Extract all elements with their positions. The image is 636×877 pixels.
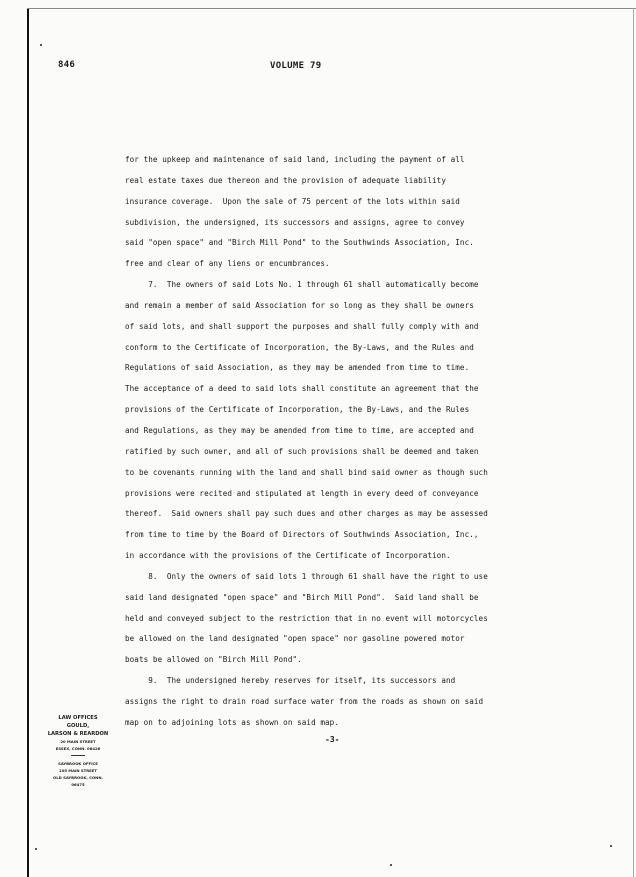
scan-speck	[610, 845, 612, 847]
law-office-line: OLD SAYBROOK, CONN.	[53, 775, 103, 780]
law-office-stamp	[38, 714, 118, 788]
page-number: 846	[58, 60, 76, 70]
law-office-line: LARSON & REARDON	[47, 731, 109, 737]
body-line: to be covenants running with the land and shall bind said owner as though such	[125, 467, 488, 477]
scan-speck	[390, 864, 392, 866]
law-office-line: ESSEX, CONN. 06426	[55, 746, 101, 751]
body-line: subdivision, the undersigned, its successors and assigns, agree to convey	[125, 217, 465, 227]
body-line: ratified by such owner, and all of such provisions shall be deemed and taken	[125, 446, 479, 456]
body-line: of said lots, and shall support the purposes and shall fully comply with and	[125, 321, 479, 331]
body-line: from time to time by the Board of Directors of Southwinds Association, Inc.,	[125, 530, 479, 540]
body-line: free and clear of any liens or encumbrances.	[125, 259, 330, 269]
body-line: Regulations of said Association, as they may be amended from time to time.	[125, 363, 470, 373]
law-office-line: 06475	[71, 782, 85, 787]
law-office-line: 105 MAIN STREET	[59, 768, 97, 773]
body-line: and remain a member of said Association for so long as they shall be owners	[125, 300, 474, 310]
body-line: real estate taxes due thereon and the provision of adequate liability	[125, 175, 446, 185]
body-line: 7. The owners of said Lots No. 1 through 61 shall automatically become	[125, 280, 479, 290]
body-line: said "open space" and "Birch Mill Pond" to the Southwinds Association, Inc.	[125, 238, 474, 248]
page-top-edge	[27, 8, 636, 9]
body-line: provisions of the Certificate of Incorporation, the By-Laws, and the Rules	[125, 405, 470, 415]
scan-speck	[40, 44, 42, 46]
scan-speck	[35, 848, 37, 850]
body-line: in accordance with the provisions of the Certificate of Incorporation.	[125, 551, 451, 561]
law-office-divider	[71, 755, 85, 756]
body-line: and Regulations, as they may be amended from time to time, are accepted and	[125, 425, 474, 435]
law-office-line: 20 MAIN STREET	[60, 739, 96, 744]
body-line: 8. Only the owners of said lots 1 through 61 shall have the right to use	[125, 571, 488, 581]
body-line: thereof. Said owners shall pay such dues and other charges as may be assessed	[125, 509, 488, 519]
page-marker: -3-	[325, 735, 340, 744]
law-office-line: SAYBROOK OFFICE	[58, 761, 98, 766]
document-body	[125, 150, 540, 734]
body-line: provisions were recited and stipulated at length in every deed of conveyance	[125, 488, 479, 498]
body-line: map on to adjoining lots as shown on said map.	[125, 717, 339, 727]
body-line: held and conveyed subject to the restriction that in no event will motorcycles	[125, 613, 488, 623]
page-right-edge	[633, 8, 634, 877]
body-line: said land designated "open space" and "Birch Mill Pond". Said land shall be	[125, 592, 479, 602]
page-left-edge	[27, 8, 29, 877]
volume-heading: VOLUME 79	[270, 61, 322, 71]
body-line: be allowed on the land designated "open space" nor gasoline powered motor	[125, 634, 465, 644]
law-office-line: GOULD,	[66, 723, 90, 729]
body-line: insurance coverage. Upon the sale of 75 percent of the lots within said	[125, 196, 460, 206]
body-line: The acceptance of a deed to said lots shall constitute an agreement that the	[125, 384, 479, 394]
body-line: 9. The undersigned hereby reserves for itself, its successors and	[125, 676, 456, 686]
law-office-line: LAW OFFICES	[58, 715, 98, 721]
body-line: assigns the right to drain road surface water from the roads as shown on said	[125, 696, 484, 706]
body-line: for the upkeep and maintenance of said land, including the payment of all	[125, 155, 465, 164]
body-line: conform to the Certificate of Incorporation, the By-Laws, and the Rules and	[125, 342, 474, 352]
body-line: boats be allowed on "Birch Mill Pond".	[125, 655, 302, 665]
